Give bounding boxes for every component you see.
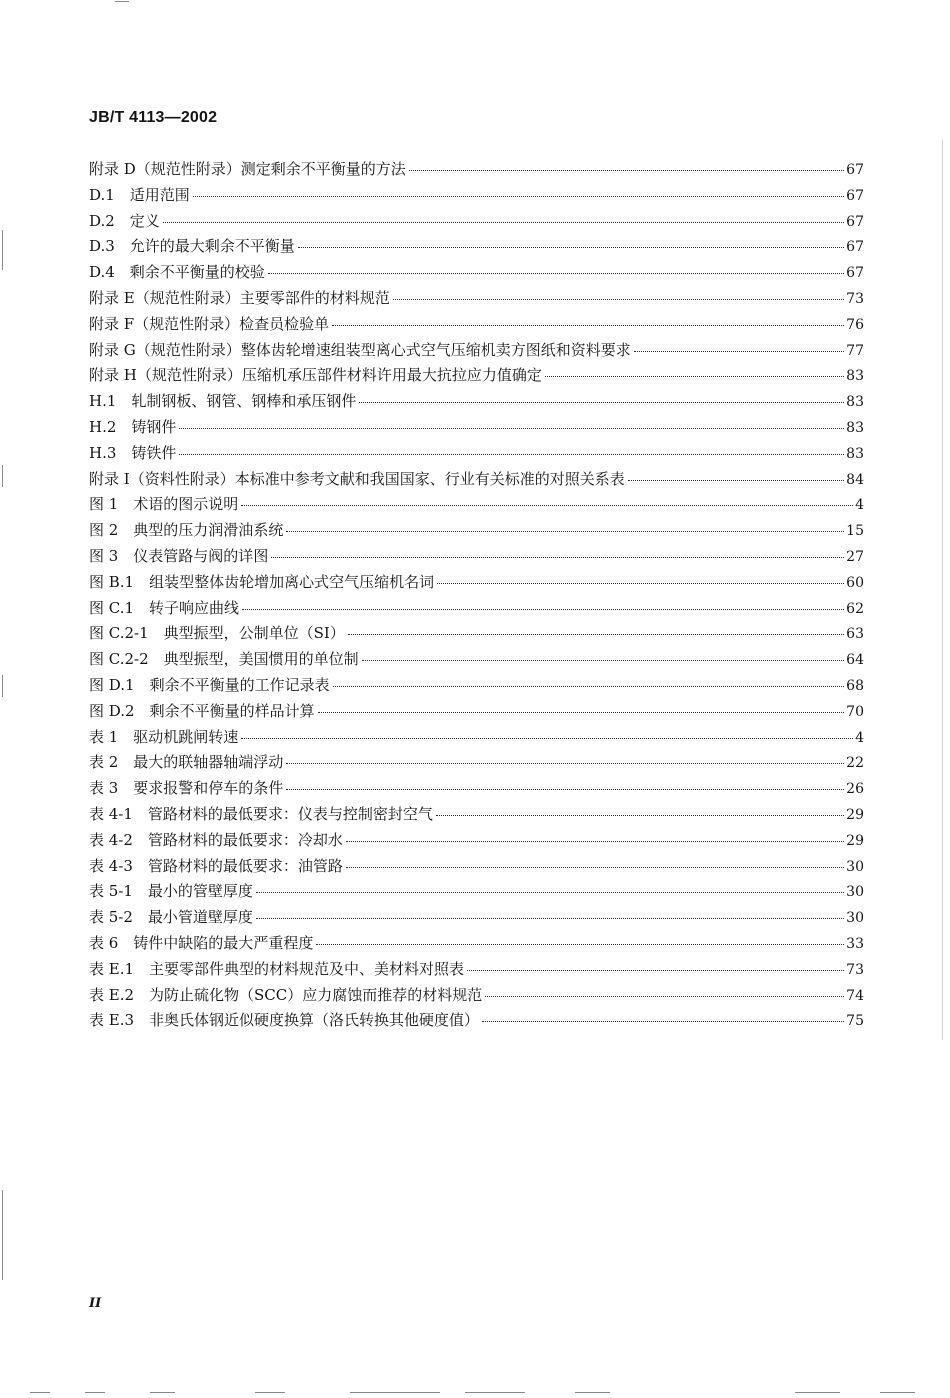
toc-entry-title: 图 C.2-2 典型振型，美国惯用的单位制: [89, 650, 359, 669]
dot-leader: [545, 376, 844, 377]
toc-entry-title: 表 4-2 管路材料的最低要求：冷却水: [89, 830, 343, 849]
toc-entry-page-number: 83: [846, 445, 864, 462]
dot-leader: [485, 996, 844, 997]
toc-entry-page-number: 26: [846, 781, 864, 798]
dot-leader: [286, 531, 844, 532]
toc-entry-page-number: 83: [846, 394, 864, 411]
toc-entry: [89, 596, 864, 622]
toc-entry-title: 表 4-3 管路材料的最低要求：油管路: [89, 856, 343, 875]
toc-entry: [89, 983, 864, 1009]
toc-entry: [89, 647, 864, 673]
scan-mark: [350, 1392, 440, 1393]
toc-entry-title: 图 C.2-1 典型振型，公制单位（SI）: [89, 624, 345, 643]
toc-entry-title: 图 2 典型的压力润滑油系统: [89, 521, 284, 540]
toc-entry: [89, 828, 864, 854]
dot-leader: [256, 918, 844, 919]
toc-entry-title: 表 E.1 主要零部件典型的材料规范及中、美材料对照表: [89, 959, 465, 978]
toc-entry-title: 图 1 术语的图示说明: [89, 495, 239, 514]
toc-entry-title: 表 5-1 最小的管壁厚度: [89, 882, 253, 901]
toc-entry-title: H.2 铸钢件: [89, 417, 177, 436]
page-number: II: [89, 1296, 102, 1311]
toc-entry-page-number: 68: [846, 677, 864, 694]
toc-entry-title: 附录 E（规范性附录）主要零部件的材料规范: [89, 288, 390, 307]
toc-entry-title: 图 3 仪表管路与阀的详图: [89, 546, 269, 565]
dot-leader: [242, 609, 844, 610]
scan-mark: [150, 1392, 175, 1393]
dot-leader: [179, 454, 844, 455]
toc-entry-page-number: 30: [846, 884, 864, 901]
dot-leader: [332, 325, 844, 326]
toc-entry: [89, 338, 864, 364]
scan-mark: [30, 1392, 50, 1393]
toc-entry: [89, 415, 864, 441]
scan-mark: [2, 1190, 3, 1280]
scan-mark: [942, 140, 943, 1040]
toc-entry: [89, 776, 864, 802]
dot-leader: [333, 686, 845, 687]
toc-entry: [89, 157, 864, 183]
toc-entry-title: 图 D.2 剩余不平衡量的样品计算: [89, 701, 315, 720]
toc-entry: [89, 492, 864, 518]
toc-entry: [89, 363, 864, 389]
toc-entry-page-number: 74: [846, 987, 864, 1004]
toc-entry-page-number: 77: [846, 342, 864, 359]
toc-entry-title: 图 B.1 组装型整体齿轮增加离心式空气压缩机名词: [89, 572, 435, 591]
toc-entry: [89, 183, 864, 209]
toc-entry-page-number: 15: [846, 523, 864, 540]
toc-entry-title: 图 D.1 剩余不平衡量的工作记录表: [89, 675, 330, 694]
toc-entry-page-number: 73: [846, 961, 864, 978]
toc-entry-title: D.4 剩余不平衡量的校验: [89, 263, 265, 282]
toc-entry: [89, 905, 864, 931]
dot-leader: [362, 660, 845, 661]
toc-entry-page-number: 84: [846, 471, 864, 488]
dot-leader: [359, 402, 844, 403]
toc-entry-page-number: 27: [846, 548, 864, 565]
toc-entry-title: 附录 F（规范性附录）检查员检验单: [89, 314, 330, 333]
toc-entry: [89, 441, 864, 467]
toc-entry-page-number: 76: [846, 316, 864, 333]
scan-mark: [465, 1392, 525, 1393]
toc-entry-title: 表 6 铸件中缺陷的最大严重程度: [89, 933, 314, 952]
dot-leader: [628, 480, 844, 481]
toc-entry-page-number: 75: [846, 1013, 864, 1030]
toc-entry: [89, 570, 864, 596]
toc-entry: [89, 699, 864, 725]
dot-leader: [286, 789, 844, 790]
dot-leader: [298, 247, 844, 248]
toc-entry-page-number: 33: [846, 935, 864, 952]
toc-entry-page-number: 29: [846, 832, 864, 849]
dot-leader: [318, 712, 845, 713]
scan-mark: [795, 1392, 840, 1393]
toc-entry: [89, 389, 864, 415]
scan-mark: [2, 675, 3, 697]
table-of-contents: [89, 157, 864, 1034]
dot-leader: [268, 273, 844, 274]
toc-entry-page-number: 60: [846, 574, 864, 591]
toc-entry: [89, 750, 864, 776]
toc-entry-title: 表 4-1 管路材料的最低要求：仪表与控制密封空气: [89, 804, 433, 823]
toc-entry: [89, 673, 864, 699]
toc-entry: [89, 1008, 864, 1034]
toc-entry: [89, 286, 864, 312]
toc-entry: [89, 854, 864, 880]
toc-entry-title: 表 5-2 最小管道壁厚度: [89, 908, 253, 927]
dot-leader: [346, 867, 844, 868]
dot-leader: [482, 1021, 844, 1022]
toc-entry: [89, 802, 864, 828]
dot-leader: [634, 351, 844, 352]
toc-entry-page-number: 67: [846, 187, 864, 204]
toc-entry-title: 附录 G（规范性附录）整体齿轮增速组装型离心式空气压缩机卖方图纸和资料要求: [89, 340, 631, 359]
toc-entry-page-number: 67: [846, 213, 864, 230]
scan-mark: [85, 1392, 105, 1393]
toc-entry-title: 图 C.1 转子响应曲线: [89, 598, 240, 617]
toc-entry-page-number: 67: [846, 239, 864, 256]
dot-leader: [437, 583, 844, 584]
dot-leader: [163, 222, 844, 223]
dot-leader: [409, 170, 844, 171]
scan-mark: [2, 230, 3, 270]
toc-entry-page-number: 30: [846, 910, 864, 927]
toc-entry: [89, 467, 864, 493]
dot-leader: [393, 299, 844, 300]
dot-leader: [436, 815, 844, 816]
toc-entry-page-number: 4: [855, 497, 864, 514]
toc-entry-title: 表 2 最大的联轴器轴端浮动: [89, 753, 284, 772]
dot-leader: [316, 944, 844, 945]
toc-entry-title: 表 1 驱动机跳闸转速: [89, 727, 239, 746]
dot-leader: [286, 763, 844, 764]
toc-entry: [89, 234, 864, 260]
toc-entry-page-number: 4: [855, 729, 864, 746]
dot-leader: [271, 557, 844, 558]
toc-entry-title: 附录 D（规范性附录）测定剩余不平衡量的方法: [89, 160, 406, 178]
toc-entry-page-number: 83: [846, 368, 864, 385]
toc-entry: [89, 209, 864, 235]
dot-leader: [256, 892, 844, 893]
scan-mark: [2, 465, 3, 487]
toc-entry-title: 表 E.3 非奥氏体钢近似硬度换算（洛氏转换其他硬度值）: [89, 1011, 480, 1030]
toc-entry-page-number: 73: [846, 290, 864, 307]
toc-entry-title: 附录 H（规范性附录）压缩机承压部件材料许用最大抗拉应力值确定: [89, 366, 542, 385]
toc-entry-page-number: 62: [846, 600, 864, 617]
toc-entry: [89, 621, 864, 647]
toc-entry: [89, 957, 864, 983]
scan-mark: [115, 1, 129, 2]
toc-entry-title: H.3 铸铁件: [89, 443, 177, 462]
toc-entry: [89, 544, 864, 570]
toc-entry: [89, 879, 864, 905]
scan-mark: [575, 1392, 610, 1393]
toc-entry-title: D.2 定义: [89, 211, 160, 230]
toc-entry-page-number: 22: [846, 755, 864, 772]
toc-entry: [89, 931, 864, 957]
scan-mark: [255, 1392, 285, 1393]
toc-entry-page-number: 67: [846, 162, 864, 178]
toc-entry-title: D.1 适用范围: [89, 185, 190, 204]
scan-mark: [880, 1392, 915, 1393]
toc-entry-title: D.3 允许的最大剩余不平衡量: [89, 237, 295, 256]
toc-entry-page-number: 63: [846, 626, 864, 643]
toc-entry-page-number: 70: [846, 703, 864, 720]
document-number: JB/T 4113—2002: [89, 109, 218, 126]
dot-leader: [348, 634, 844, 635]
toc-entry-page-number: 30: [846, 858, 864, 875]
toc-entry-title: H.1 轧制钢板、钢管、钢棒和承压钢件: [89, 392, 357, 411]
toc-entry-page-number: 83: [846, 419, 864, 436]
dot-leader: [193, 196, 844, 197]
dot-leader: [241, 505, 853, 506]
toc-entry-page-number: 67: [846, 265, 864, 282]
toc-entry-title: 附录 I（资料性附录）本标准中参考文献和我国国家、行业有关标准的对照关系表: [89, 469, 625, 488]
toc-entry: [89, 518, 864, 544]
toc-entry-page-number: 64: [846, 652, 864, 669]
toc-entry: [89, 725, 864, 751]
toc-entry: [89, 312, 864, 338]
dot-leader: [467, 970, 844, 971]
toc-entry-title: 表 E.2 为防止硫化物（SCC）应力腐蚀而推荐的材料规范: [89, 985, 483, 1004]
toc-entry-title: 表 3 要求报警和停车的条件: [89, 779, 284, 798]
dot-leader: [179, 428, 844, 429]
dot-leader: [241, 738, 853, 739]
dot-leader: [346, 841, 844, 842]
toc-entry-page-number: 29: [846, 806, 864, 823]
toc-entry: [89, 260, 864, 286]
